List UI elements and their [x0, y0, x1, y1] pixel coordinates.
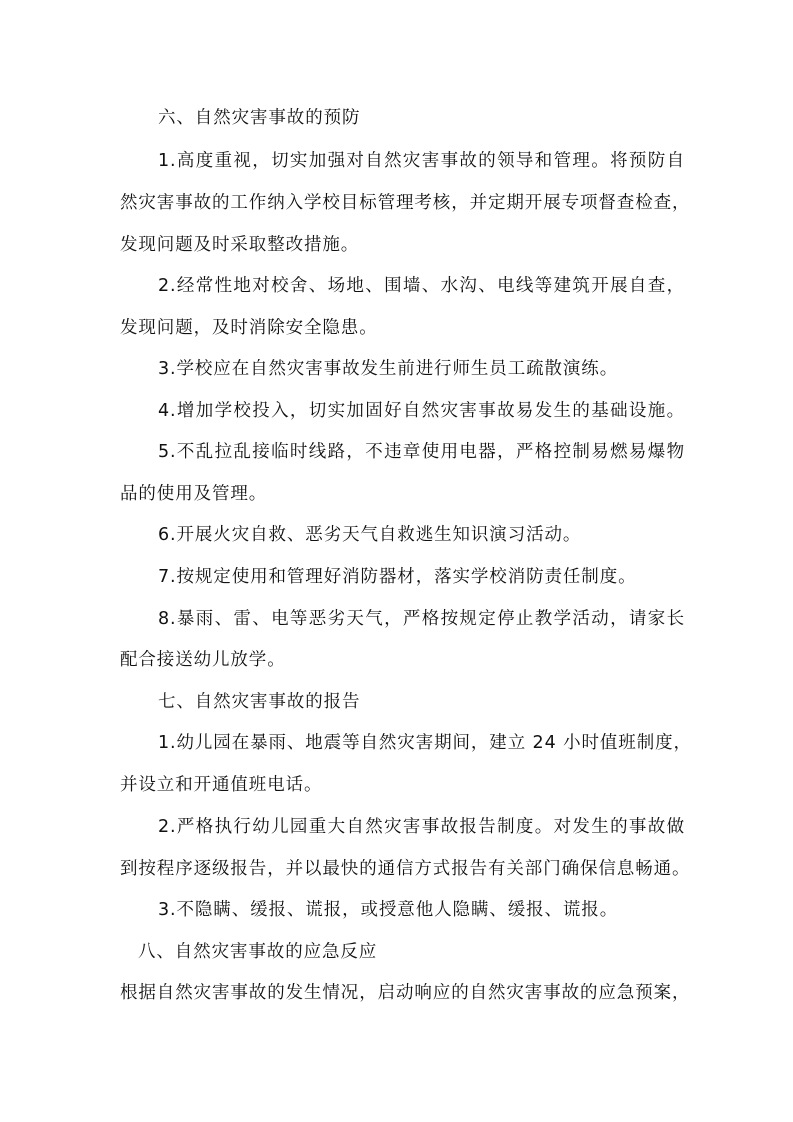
paragraph-line: 7.按规定使用和管理好消防器材，落实学校消防责任制度。 [158, 567, 637, 587]
paragraph-line: 8.暴雨、雷、电等恶劣天气，严格按规定停止教学活动，请家长 [158, 609, 685, 629]
paragraph-line: 1.高度重视，切实加强对自然灾害事故的领导和管理。将预防自 [158, 151, 685, 171]
paragraph-line: 3.不隐瞒、缓报、谎报，或授意他人隐瞒、缓报、谎报。 [158, 900, 619, 920]
paragraph-line: 6.开展火灾自救、恶劣天气自救逃生知识演习活动。 [158, 525, 582, 545]
paragraph-line: 并设立和开通值班电话。 [120, 775, 323, 795]
paragraph-line: 4.增加学校投入，切实加固好自然灾害事故易发生的基础设施。 [158, 401, 685, 421]
paragraph-line: 发现问题，及时消除安全隐患。 [120, 318, 378, 338]
paragraph-line: 然灾害事故的工作纳入学校目标管理考核，并定期开展专项督查检查， [120, 193, 691, 213]
paragraph-line: 3.学校应在自然灾害事故发生前进行师生员工疏散演练。 [158, 359, 619, 379]
paragraph-line: 根据自然灾害事故的发生情况，启动响应的自然灾害事故的应急预案， [120, 983, 691, 1003]
paragraph-line: 到按程序逐级报告，并以最快的通信方式报告有关部门确保信息畅通。 [120, 859, 691, 879]
paragraph-line: 发现问题及时采取整改措施。 [120, 235, 360, 255]
paragraph-line: 品的使用及管理。 [120, 484, 268, 504]
section-heading: 八、自然灾害事故的应急反应 [138, 942, 378, 962]
section-heading: 六、自然灾害事故的预防 [158, 108, 361, 128]
paragraph-line: 配合接送幼儿放学。 [120, 650, 286, 670]
paragraph-line: 1.幼儿园在暴雨、地震等自然灾害期间，建立 24 小时值班制度， [158, 733, 692, 753]
paragraph-line: 5.不乱拉乱接临时线路，不违章使用电器，严格控制易燃易爆物 [158, 442, 685, 462]
paragraph-line: 2.严格执行幼儿园重大自然灾害事故报告制度。对发生的事故做 [158, 817, 685, 837]
section-heading: 七、自然灾害事故的报告 [158, 692, 361, 712]
paragraph-line: 2.经常性地对校舍、场地、围墙、水沟、电线等建筑开展自查， [158, 276, 685, 296]
